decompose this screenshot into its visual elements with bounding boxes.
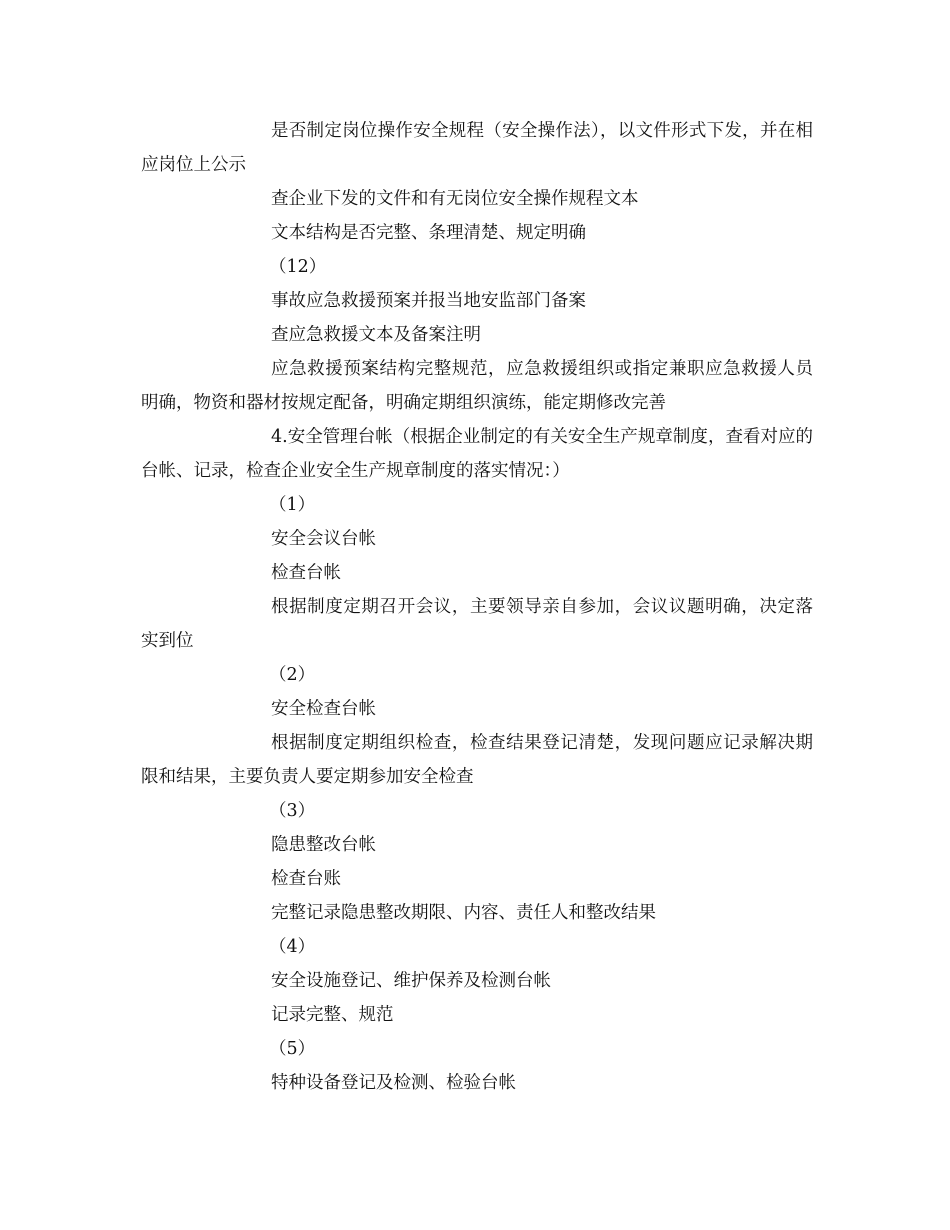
item-number: （3） (269, 801, 316, 821)
paragraph: 特种设备登记及检测、检验台帐 (271, 1073, 516, 1093)
paragraph: 文本结构是否完整、条理清楚、规定明确 (271, 223, 586, 243)
section-heading: 4.安全管理台帐（根据企业制定的有关安全生产规章制度，查看对应的台帐、记录，检查企业安全生产规章制度的落实情况：） (141, 427, 813, 481)
item-number: （4） (269, 937, 316, 957)
paragraph: 查应急救援文本及备案注明 (271, 325, 481, 345)
paragraph: 安全检查台帐 (271, 699, 376, 719)
item-number: （5） (269, 1039, 316, 1059)
paragraph: 查企业下发的文件和有无岗位安全操作规程文本 (271, 189, 639, 209)
paragraph: 事故应急救援预案并报当地安监部门备案 (271, 291, 586, 311)
paragraph: 隐患整改台帐 (271, 835, 376, 855)
item-number: （12） (269, 257, 327, 277)
item-number: （2） (269, 665, 316, 685)
paragraph: 记录完整、规范 (271, 1005, 394, 1025)
paragraph: 安全设施登记、维护保养及检测台帐 (271, 971, 551, 991)
paragraph: 应急救援预案结构完整规范，应急救援组织或指定兼职应急救援人员明确，物资和器材按规定配备，明确定期组织演练，能定期修改完善 (141, 359, 813, 413)
paragraph: 检查台账 (271, 869, 341, 889)
paragraph: 是否制定岗位操作安全规程（安全操作法），以文件形式下发，并在相应岗位上公示 (141, 121, 813, 175)
paragraph: 检查台帐 (271, 563, 341, 583)
paragraph: 安全会议台帐 (271, 529, 376, 549)
paragraph: 根据制度定期召开会议，主要领导亲自参加，会议议题明确，决定落实到位 (141, 597, 813, 651)
document-body (141, 114, 813, 1100)
paragraph: 根据制度定期组织检查，检查结果登记清楚，发现问题应记录解决期限和结果，主要负责人要定期参加安全检查 (141, 733, 813, 787)
item-number: （1） (269, 495, 316, 515)
paragraph: 完整记录隐患整改期限、内容、责任人和整改结果 (271, 903, 656, 923)
